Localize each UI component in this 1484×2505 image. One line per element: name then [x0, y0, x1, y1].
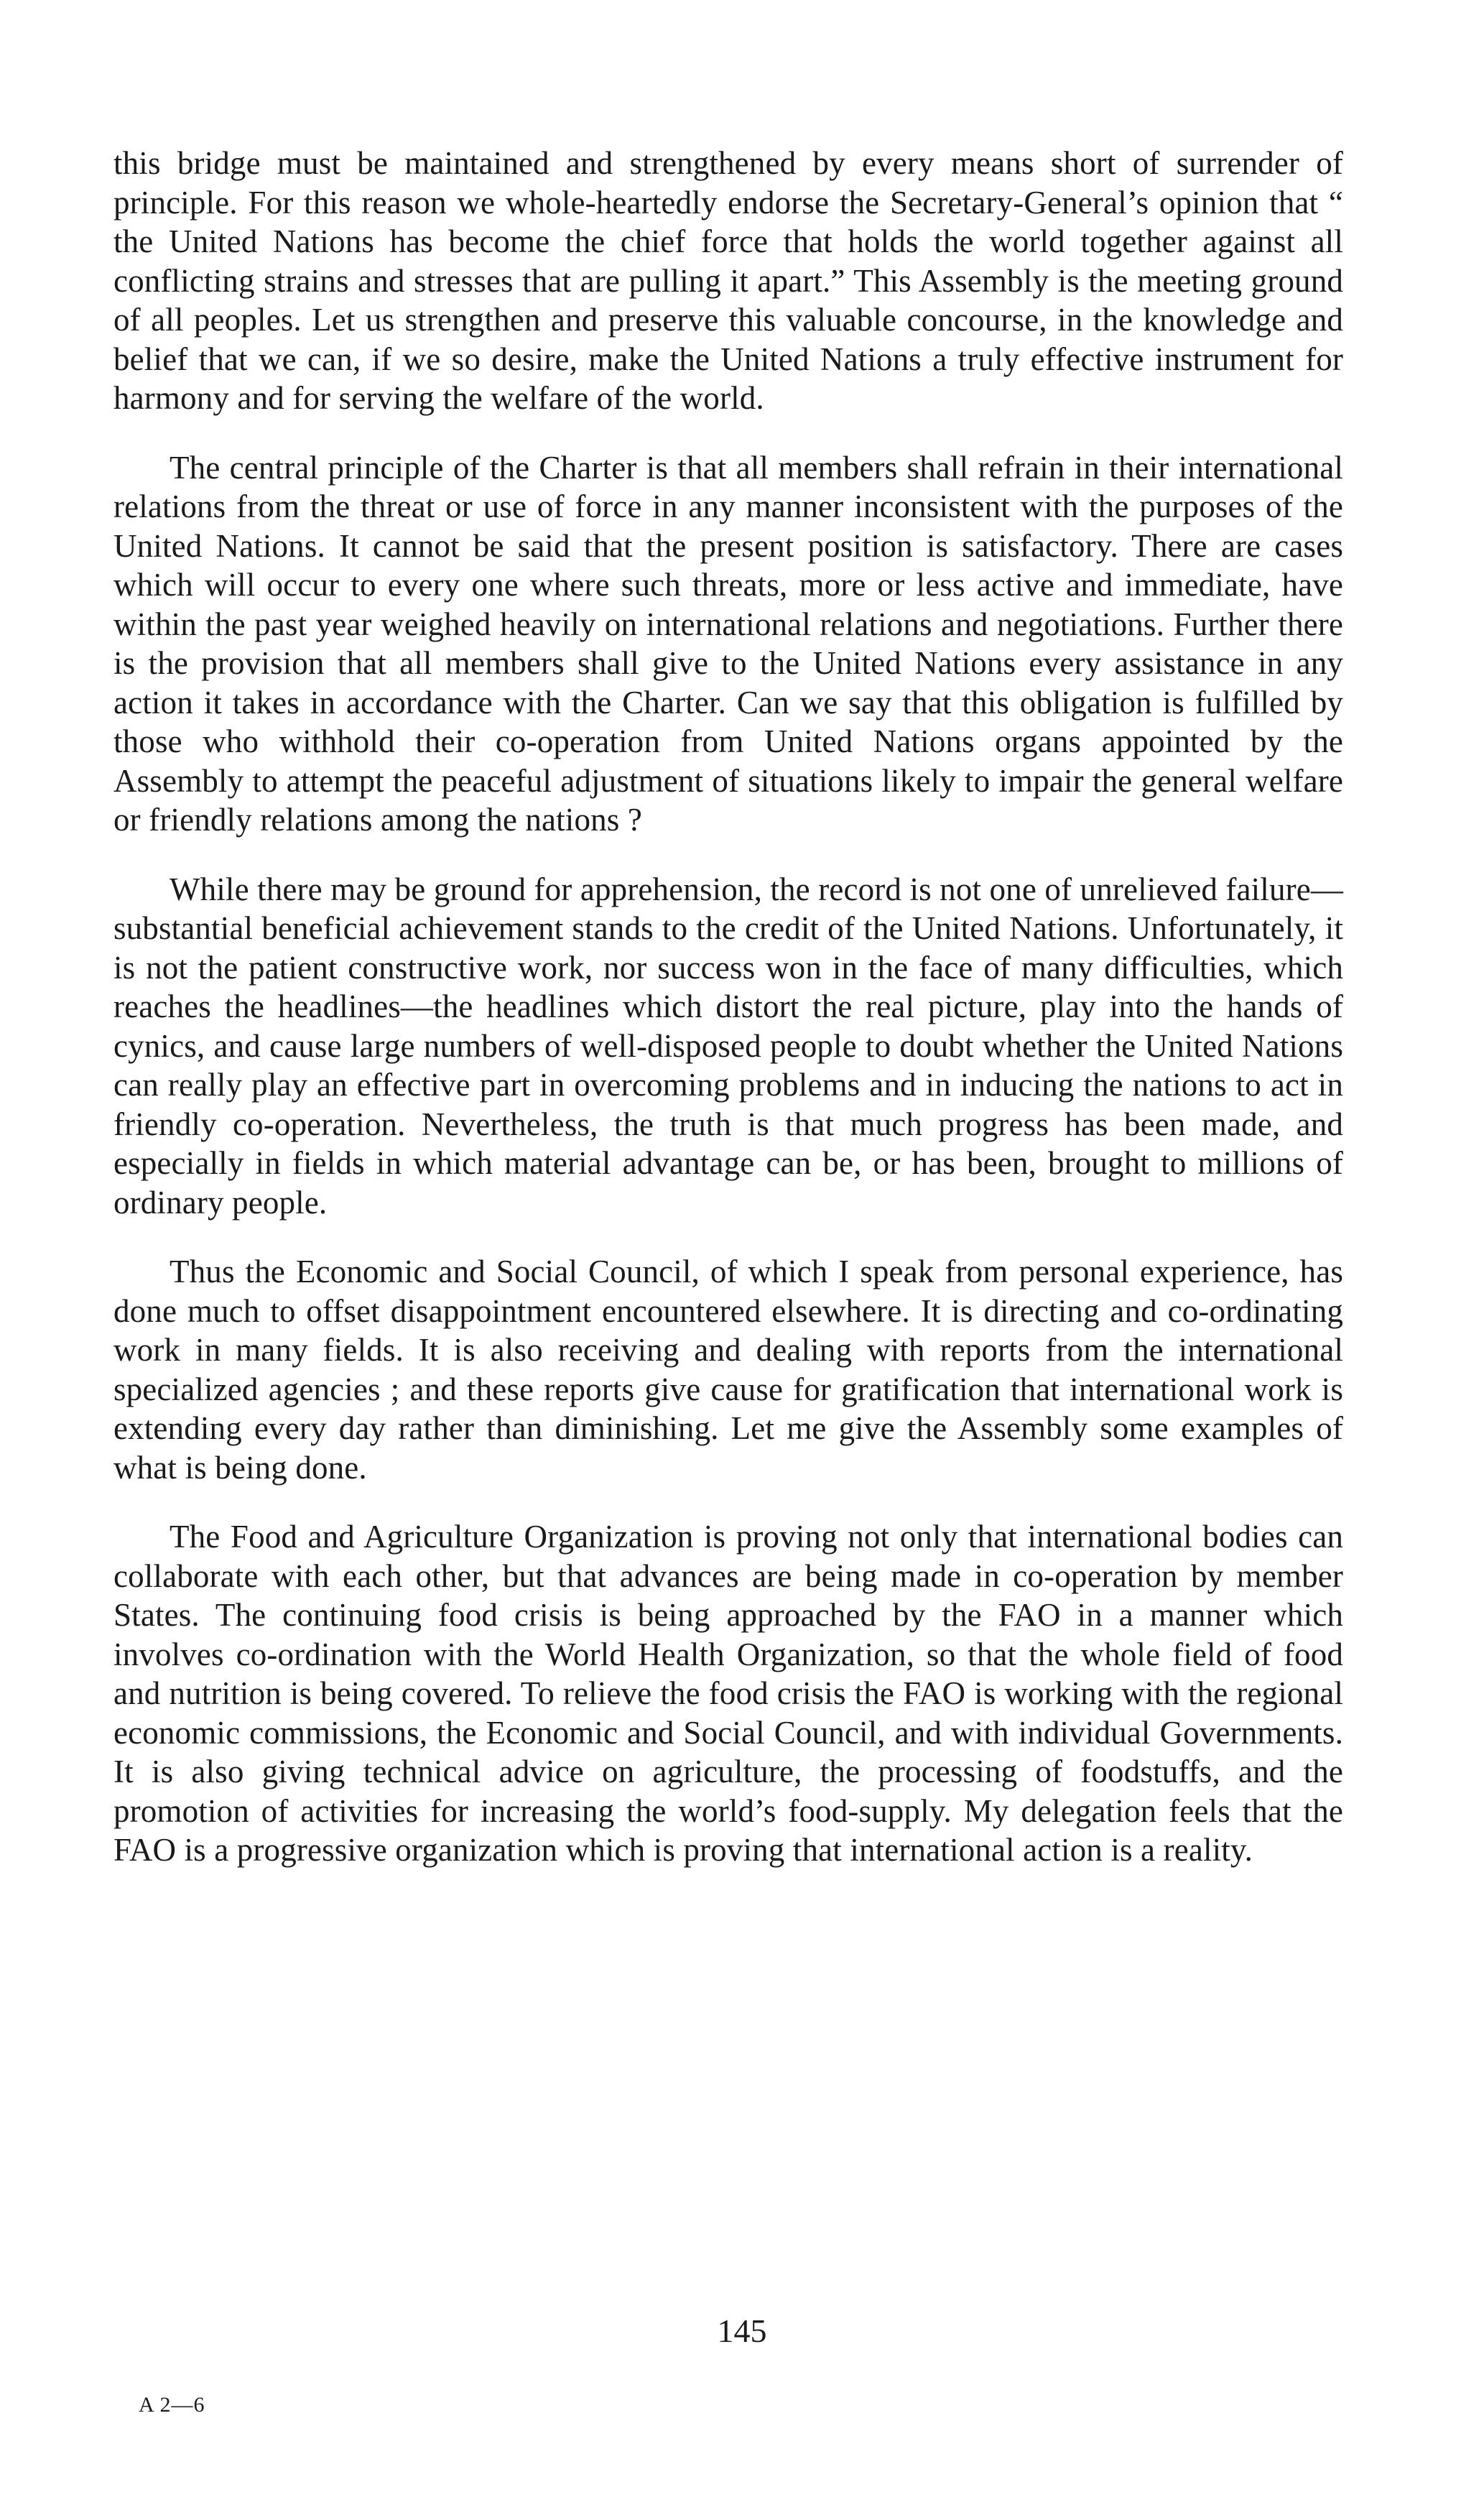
paragraph-2: The central principle of the Charter is that all members shall refrain in their international relations from the threat or use of force in any manner inconsistent with the purposes of the United Nations. It cannot be said that the present position is satisfactory. There are cases which will occur to every one where such threats, more or less active and immediate, have within the past year weighed heavily on international relations and negotiations. Further there is the provision that all members shall give to the United Nations every assistance in any action it takes in accordance with the Charter. Can we say that this obligation is fulfilled by those who withhold their co-operation from United Nations organs appointed by the Assembly to attempt the peaceful adjustment of situations likely to impair the general welfare or friendly relations among the nations ?	[113, 449, 1343, 838]
paragraph-4: Thus the Economic and Social Council, of which I speak from personal experience, has done much to offset disappointment encountered elsewhere. It is directing and co-ordinating work in many fields. It is also receiving and dealing with reports from the international specialized agencies ; and these reports give cause for gratification that international work is extending every day rather than diminishing. Let me give the Assembly some examples of what is being done.	[113, 1254, 1343, 1486]
page-number: 145	[717, 2312, 767, 2349]
paragraph-3: While there may be ground for apprehension, the record is not one of unrelieved failure—substantial beneficial achievement stands to the credit of the United Nations. Unfortunately, it is not the patient constructive work, nor success won in the face of many difficulties, which reaches the headlines—the headlines which distort the real picture, play into the hands of cynics, and cause large numbers of well-disposed people to doubt whether the United Nations can really play an effective part in overcoming problems and in inducing the nations to act in friendly co-operation. Nevertheless, the truth is that much progress has been made, and especially in fields in which material advantage can be, or has been, brought to millions of ordinary people.	[113, 871, 1343, 1221]
paragraph-1: this bridge must be maintained and strengthened by every means short of surrender of principle. For this reason we whole-heartedly endorse the Secretary-General’s opinion that “ the United Nations has become the chief force that holds the world together against all conflicting strains and stresses that are pulling it apart.” This Assembly is the meeting ground of all peoples. Let us strengthen and preserve this valuable concourse, in the knowledge and belief that we can, if we so desire, make the United Nations a truly effective instrument for harmony and for serving the welfare of the world.	[113, 145, 1343, 416]
signature-mark: A 2—6	[139, 2393, 205, 2417]
paragraph-5: The Food and Agriculture Organization is proving not only that international bodies can collaborate with each other, but that advances are being made in co-operation by member States. The continuing food crisis is being approached by the FAO in a manner which involves co-ordination with the World Health Organization, so that the whole field of food and nutrition is being covered. To relieve the food crisis the FAO is working with the regional economic commissions, the Economic and Social Council, and with individual Governments. It is also giving technical advice on agriculture, the processing of foodstuffs, and the promotion of activities for increasing the world’s food-supply. My delegation feels that the FAO is a progressive organization which is proving that international action is a reality.	[113, 1519, 1343, 1868]
document-body	[113, 144, 1343, 1900]
